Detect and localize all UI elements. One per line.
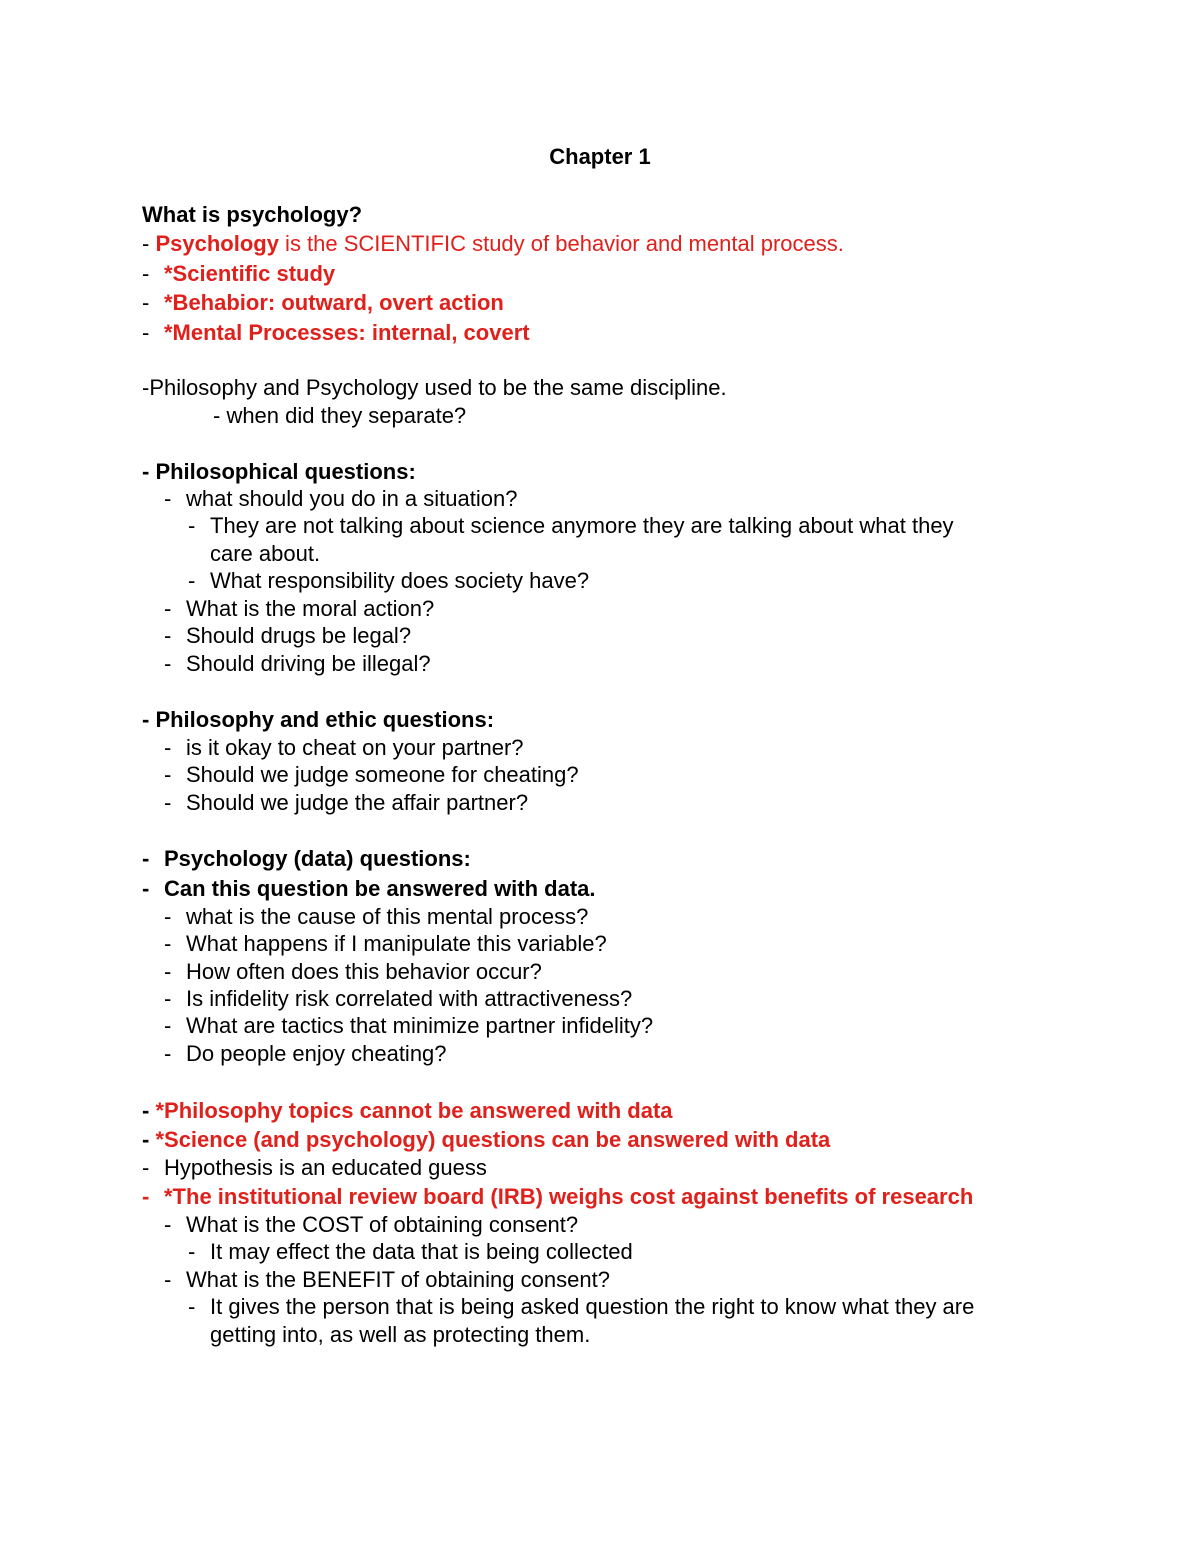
section-heading-answered-with-data: [142, 875, 596, 903]
list-item: [164, 595, 434, 623]
definition-text: is the SCIENTIFIC study of behavior and mental process.: [278, 231, 844, 256]
section-heading-data-questions: [142, 845, 471, 873]
bullet-text: Should drugs be legal?: [186, 623, 412, 648]
bullet-dash: -: [164, 904, 172, 929]
bullet-text: Should driving be illegal?: [186, 651, 431, 676]
summary-dash: -: [142, 1127, 156, 1152]
bullet-text: What happens if I manipulate this variable?: [186, 931, 607, 956]
bullet-text-continuation: getting into, as well as protecting them.: [210, 1322, 591, 1347]
list-item: [142, 260, 335, 288]
summary-text: *Philosophy topics cannot be answered with data: [155, 1098, 673, 1123]
list-item: [142, 1154, 487, 1182]
list-item: [164, 761, 579, 789]
list-item: [164, 1012, 653, 1040]
list-item: [164, 985, 632, 1013]
bullet-text: *Behabior: outward, overt action: [164, 290, 504, 315]
list-item: [188, 567, 589, 595]
bullet-text: Psychology (data) questions:: [164, 846, 471, 871]
bullet-dash: -: [164, 735, 172, 760]
list-item: [164, 958, 542, 986]
bullet-text: what should you do in a situation?: [186, 486, 518, 511]
list-item: [164, 903, 588, 931]
list-item: [188, 1238, 633, 1266]
bullet-dash: -: [164, 486, 172, 511]
bullet-dash: -: [142, 846, 150, 871]
summary-text: *The institutional review board (IRB) weighs cost against benefits of research: [164, 1184, 974, 1209]
bullet-text: what is the cause of this mental process?: [186, 904, 589, 929]
list-item: [164, 485, 517, 513]
summary-irb: [142, 1183, 973, 1211]
bullet-text: It may effect the data that is being collected: [210, 1239, 633, 1264]
bullet-text: What is the BENEFIT of obtaining consent?: [186, 1267, 610, 1292]
bullet-text: Can this question be answered with data.: [164, 876, 596, 901]
summary-dash: -: [142, 1098, 156, 1123]
list-item: [142, 319, 530, 347]
list-item: [164, 1040, 447, 1068]
list-item: [164, 789, 528, 817]
psychology-definition: [142, 230, 844, 258]
bullet-dash: -: [164, 931, 172, 956]
bullet-dash: -: [188, 568, 196, 593]
bullet-text: What is the moral action?: [186, 596, 435, 621]
summary-philosophy-topics: [142, 1097, 673, 1125]
list-item: [164, 622, 411, 650]
bullet-dash: -: [164, 1267, 172, 1292]
summary-science-questions: [142, 1126, 830, 1154]
bullet-text: *Scientific study: [164, 261, 336, 286]
bullet-text: is it okay to cheat on your partner?: [186, 735, 524, 760]
bullet-dash: -: [142, 320, 150, 345]
bullet-dash: -: [142, 1184, 150, 1209]
bullet-dash: -: [188, 1239, 196, 1264]
bullet-dash: -: [164, 1041, 172, 1066]
definition-term: Psychology: [155, 231, 279, 256]
bullet-dash: -: [142, 290, 150, 315]
bullet-text: What responsibility does society have?: [210, 568, 590, 593]
bullet-dash: -: [142, 261, 150, 286]
list-item: [188, 512, 954, 540]
bullet-text: Should we judge the affair partner?: [186, 790, 529, 815]
bullet-text: Is infidelity risk correlated with attractiveness?: [186, 986, 633, 1011]
bullet-dash: -: [164, 651, 172, 676]
list-item: [164, 650, 431, 678]
list-item: [164, 734, 524, 762]
bullet-dash: -: [164, 959, 172, 984]
definition-dash: -: [142, 231, 156, 256]
bullet-text: How often does this behavior occur?: [186, 959, 542, 984]
list-item: [164, 1266, 610, 1294]
bullet-text: Hypothesis is an educated guess: [164, 1155, 487, 1180]
bullet-dash: -: [164, 596, 172, 621]
bullet-text: It gives the person that is being asked question the right to know what they are: [210, 1294, 975, 1319]
bullet-dash: -: [188, 513, 196, 538]
bullet-dash: -: [164, 762, 172, 787]
page-title: Chapter 1: [549, 144, 651, 169]
list-item: [142, 289, 504, 317]
list-item: [188, 1293, 974, 1321]
summary-text: *Science (and psychology) questions can be answered with data: [155, 1127, 831, 1152]
bullet-dash: -: [188, 1294, 196, 1319]
bullet-dash: -: [164, 986, 172, 1011]
bullet-dash: -: [142, 876, 150, 901]
bullet-text-continuation: care about.: [210, 541, 321, 566]
bullet-text: What is the COST of obtaining consent?: [186, 1212, 579, 1237]
section-heading-what-is-psychology: What is psychology?: [142, 202, 363, 227]
bullet-text: What are tactics that minimize partner infidelity?: [186, 1013, 654, 1038]
bullet-text: They are not talking about science anymore they are talking about what they: [210, 513, 954, 538]
bullet-dash: -: [164, 623, 172, 648]
section-heading-ethic-questions: - Philosophy and ethic questions:: [142, 707, 495, 732]
bullet-dash: -: [164, 1013, 172, 1038]
list-item: [164, 1211, 578, 1239]
paragraph-philosophy-psychology: -Philosophy and Psychology used to be the same discipline.: [142, 375, 727, 400]
list-item: [164, 930, 607, 958]
bullet-dash: -: [164, 1212, 172, 1237]
section-heading-philosophical-questions: - Philosophical questions:: [142, 459, 416, 484]
bullet-text: *Mental Processes: internal, covert: [164, 320, 530, 345]
bullet-dash: -: [142, 1155, 150, 1180]
bullet-text: Should we judge someone for cheating?: [186, 762, 579, 787]
bullet-text: Do people enjoy cheating?: [186, 1041, 447, 1066]
bullet-dash: -: [164, 790, 172, 815]
paragraph-separate-question: - when did they separate?: [213, 403, 467, 428]
